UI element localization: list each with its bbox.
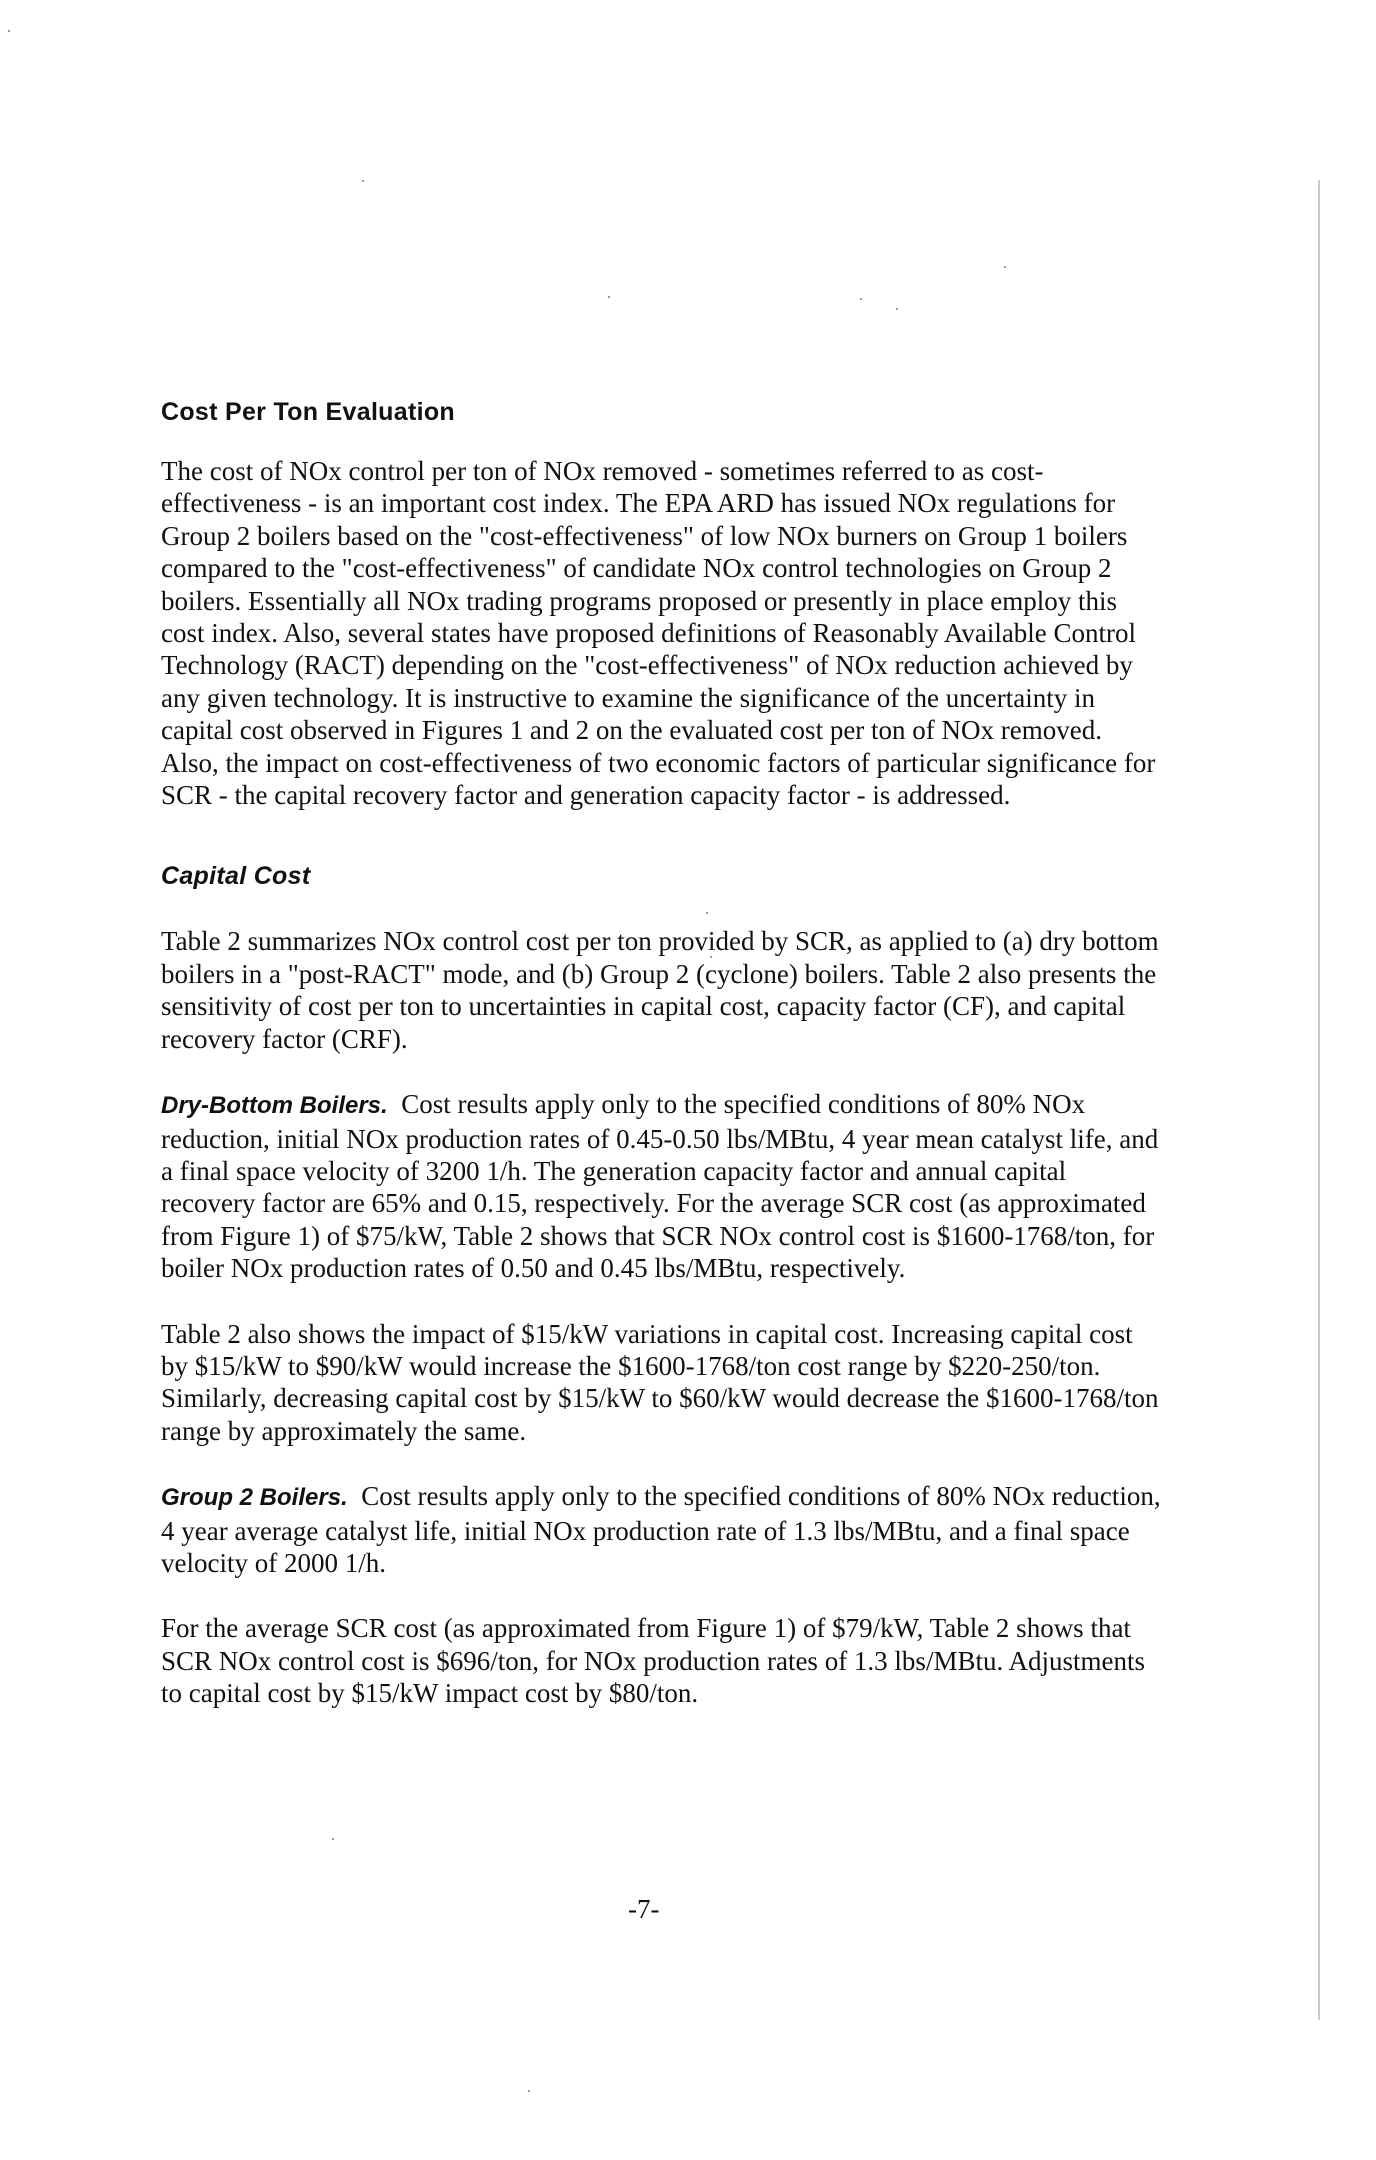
scan-speck — [860, 298, 862, 300]
dry-bottom-text: Cost results apply only to the specified conditions of 80% NOx reduction, initial NOx production rates of 0.45-0.50 lbs/MBtu, 4 year mean catalyst life, and a final space velocity of 3200 1/h. The generation capacity factor and annual capital recovery factor are 65% and 0.15, respectively. For the average SCR cost (as approximated from Figure 1) of $75/kW, Table 2 shows that SCR NOx control cost is $1600-1768/ton, for boiler NOx production rates of 0.50 and 0.45 lbs/MBtu, respectively. — [161, 1089, 1159, 1284]
capital-variation-paragraph: Table 2 also shows the impact of $15/kW variations in capital cost. Increasing capital cost by $15/kW to $90/kW would increase the $1600-1768/ton cost range by $220-250/ton. Similarly, decreasing capital cost by $15/kW to $60/kW would decrease the $1600-1768/ton range by approximately the same. — [161, 1318, 1159, 1446]
section-heading: Cost Per Ton Evaluation — [161, 398, 455, 426]
scan-speck — [528, 2090, 530, 2092]
intro-paragraph: The cost of NOx control per ton of NOx removed - sometimes referred to as cost-effectiveness - is an important cost index. The EPA ARD has issued NOx regulations for Group 2 boilers based on the "cost-effectiveness" of low NOx burners on Group 1 boilers compared to the "cost-effectiveness" of candidate NOx control technologies on Group 2 boilers. Essentially all NOx trading programs proposed or presently in place employ this cost index. Also, several states have proposed definitions of Reasonably Available Control Technology (RACT) depending on the "cost-effectiveness" of NOx reduction achieved by any given technology. It is instructive to examine the significance of the uncertainty in capital cost observed in Figures 1 and 2 on the evaluated cost per ton of NOx removed. Also, the impact on cost-effectiveness of two economic factors of particular significance for SCR - the capital recovery factor and generation capacity factor - is addressed. — [161, 456, 1156, 811]
group2-paragraph — [161, 1480, 1161, 1579]
group2-text: Cost results apply only to the specified conditions of 80% NOx reduction, 4 year average catalyst life, initial NOx production rate of 1.3 lbs/MBtu, and a final space velocity of 2000 1/h. — [161, 1481, 1161, 1578]
group2-cost-paragraph: For the average SCR cost (as approximated from Figure 1) of $79/kW, Table 2 shows that SCR NOx control cost is $696/ton, for NOx production rates of 1.3 lbs/MBtu. Adjustments to capital cost by $15/kW impact cost by $80/ton. — [161, 1613, 1145, 1709]
scan-speck — [362, 180, 364, 182]
scan-speck — [608, 296, 610, 298]
dry-bottom-runin-heading: Dry-Bottom Boilers. — [161, 1092, 388, 1120]
capital-cost-paragraph: Table 2 summarizes NOx control cost per ton provided by SCR, as applied to (a) dry bottom boilers in a "post-RACT" mode, and (b) Group 2 (cyclone) boilers. Table 2 also presents the sensitivity of cost per ton to uncertainties in capital cost, capacity factor (CF), and capital recovery factor (CRF). — [161, 926, 1159, 1054]
scan-speck — [8, 30, 10, 32]
scan-speck — [332, 1838, 334, 1840]
dry-bottom-paragraph — [161, 1088, 1161, 1284]
scan-speck — [896, 308, 898, 310]
group2-runin-heading: Group 2 Boilers. — [161, 1484, 348, 1512]
scan-edge-line — [1318, 180, 1320, 2020]
scan-speck — [1004, 266, 1006, 268]
page-number: -7- — [628, 1894, 660, 1924]
subsection-heading: Capital Cost — [161, 862, 311, 891]
document-body — [161, 395, 1161, 1710]
